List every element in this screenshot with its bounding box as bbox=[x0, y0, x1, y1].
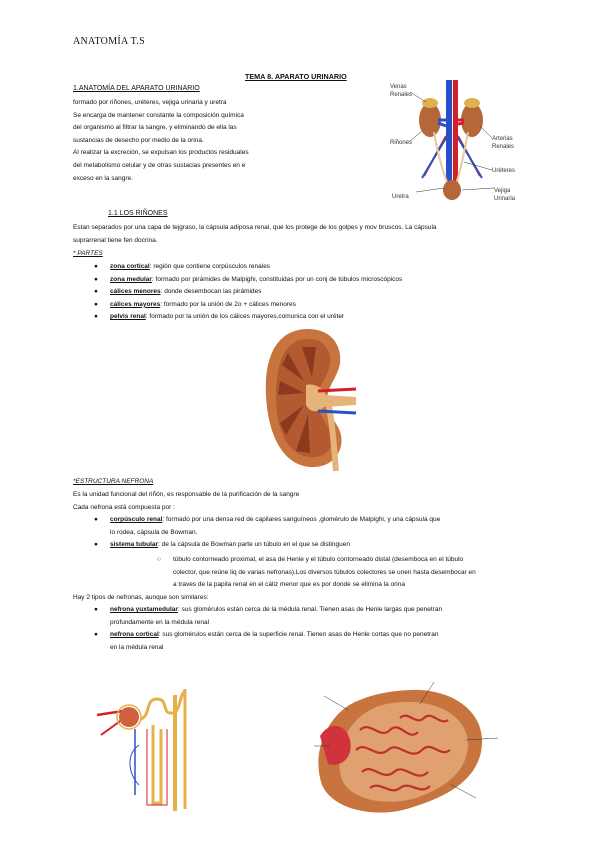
renal-vein bbox=[318, 411, 356, 413]
desc: : formado por pirámides de Malpighi, constituidas por un conj de túbulos microscópicos bbox=[151, 275, 403, 283]
nefrona-intro bbox=[73, 489, 533, 514]
renal-artery bbox=[318, 389, 356, 391]
desc: : de la cápsula de Bowman parte un túbulo en el que se distinguen bbox=[158, 541, 350, 549]
kidney-section-figure bbox=[258, 325, 358, 473]
kidney-tubules-figure bbox=[300, 680, 510, 820]
term: cálices mayores bbox=[110, 300, 161, 308]
bullet-icon: ● bbox=[94, 516, 98, 523]
list-item bbox=[94, 286, 530, 299]
nefrona-line: Es la unidad funcional del riñón, es responsable de la purificación de la sangre bbox=[73, 491, 300, 498]
desc: lo rodea, cápsula de Bowman. bbox=[110, 528, 198, 536]
desc: : formado por la unión de los cálices mayores,comunica con el uréter bbox=[145, 313, 345, 321]
section1-line: exceso en la sangre. bbox=[73, 174, 133, 182]
desc: : formado por una densa red de capilares sanguíneos ,glomérulo de Malpighi, y una cápsula que bbox=[162, 516, 441, 523]
term: nefrona cortical bbox=[110, 631, 159, 639]
term: zona medular bbox=[110, 275, 152, 283]
section1-heading: 1.ANATOMÍA DEL APARATO URINARIO bbox=[73, 85, 200, 92]
list-item bbox=[94, 299, 530, 312]
tipos-line: Hay 2 tipos de nefronas, aunque son similares: bbox=[73, 594, 209, 601]
desc: profundamente en la médula renal bbox=[110, 618, 210, 626]
label-urinaria: Urinaria bbox=[494, 196, 516, 202]
list-item bbox=[94, 539, 530, 552]
section1-line: formado por riñones, uréteres, vejiga urinaria y uretra bbox=[73, 99, 227, 106]
bullet-icon: ● bbox=[94, 300, 98, 308]
bullet-icon: ● bbox=[94, 288, 98, 296]
label-rinones: Riñones bbox=[390, 140, 413, 146]
section1-line: del organismo al filtrar la sangre, y eliminando de ella las bbox=[73, 124, 237, 132]
sub-line: túbulo contorneado proximal, el asa de Henle y el túbulo contorneado distal (desemboca en el túbulo bbox=[173, 556, 464, 563]
label-ureteres: Uréteres bbox=[492, 168, 516, 174]
term: sistema tubular bbox=[110, 541, 159, 549]
list-item bbox=[94, 514, 530, 539]
page-title: TEMA 8. APARATO URINARIO bbox=[245, 72, 347, 81]
tipos-list bbox=[94, 604, 530, 654]
list-item bbox=[94, 311, 530, 324]
desc: : donde desembocan las pirámides bbox=[160, 288, 262, 296]
bullet-icon: ● bbox=[94, 263, 98, 270]
urinary-system-figure bbox=[388, 76, 528, 206]
term: corpúsculo renal bbox=[110, 516, 163, 523]
aorta bbox=[453, 80, 458, 190]
term: pelvis renal bbox=[110, 313, 146, 321]
section1-line: del metabolismo celular y de otras sustacias presentes en e bbox=[73, 161, 246, 169]
right-kidney bbox=[461, 103, 483, 137]
section11-paragraph bbox=[73, 222, 528, 247]
sistema-tubular-sublist bbox=[157, 554, 533, 592]
glomerulus bbox=[119, 707, 139, 727]
label-arterias: Arterias bbox=[492, 136, 513, 142]
label-renales-a: Renales bbox=[492, 144, 515, 150]
desc: : región que contiene corpúsculos renales bbox=[149, 263, 271, 270]
bullet-icon: ● bbox=[94, 541, 98, 549]
left-kidney bbox=[419, 103, 441, 137]
loop-of-henle bbox=[153, 725, 161, 803]
sub-line: colector, que reúne liq de varias nefronas).Los diversos túbulos colectores se unen hasta desembocar en bbox=[173, 568, 476, 576]
nefrona-label: *ESTRUCTURA NEFRONA bbox=[73, 478, 154, 485]
vena-cava bbox=[446, 80, 452, 190]
nephron-figure bbox=[95, 685, 205, 815]
bullet-icon: ● bbox=[94, 631, 98, 639]
nefrona-line: Cada nefrona está compuesta por : bbox=[73, 503, 175, 511]
label-vejiga: Vejiga bbox=[494, 188, 511, 194]
circle-bullet-icon: ○ bbox=[157, 556, 161, 563]
bladder bbox=[443, 180, 461, 200]
desc: en la médula renal bbox=[110, 643, 164, 651]
document-header: ANATOMÍA T.S bbox=[73, 36, 145, 47]
desc: : sus glomérulos están cerca de la superficie renal. Tienen asas de Henle cortas que no penetran bbox=[158, 631, 439, 639]
bullet-icon: ● bbox=[94, 313, 98, 321]
section1-line: Se encarga de mantener constante la composición química bbox=[73, 111, 244, 119]
proximal-tubule bbox=[141, 691, 185, 719]
term: zona cortical bbox=[110, 263, 150, 270]
label-renales-v: Renales bbox=[390, 92, 413, 98]
partes-list bbox=[94, 261, 530, 324]
section11-line: Estan separados por una capa de tejgraso, la cápsula adiposa renal, que los protege de los golpes y mov bruscos. La cápsula bbox=[73, 224, 437, 231]
desc: : formado por la unión de 2o + cálices menores bbox=[160, 300, 296, 308]
bullet-icon: ● bbox=[94, 606, 98, 613]
list-item bbox=[94, 629, 530, 654]
term: nefrona yuxtamedular bbox=[110, 606, 178, 613]
left-adrenal bbox=[422, 98, 438, 108]
term: cálices menores bbox=[110, 288, 161, 296]
list-item bbox=[94, 274, 530, 287]
partes-label: * PARTES bbox=[73, 250, 103, 257]
list-item bbox=[94, 604, 530, 629]
section11-line: suprarrenal tiene fen docrina. bbox=[73, 236, 158, 244]
section1-line: sustancias de desecho por medio de la orina. bbox=[73, 136, 204, 144]
label-uretra: Uretra bbox=[392, 194, 409, 200]
nefrona-list bbox=[94, 514, 530, 552]
desc: : sus glomérulos están cerca de la médula renal. Tienen asas de Henle largas que penetran bbox=[177, 606, 443, 613]
right-adrenal bbox=[464, 98, 480, 108]
sub-line: a traves de la papila renal en el cáliz menor que es por donde se elimina la orina bbox=[173, 581, 405, 589]
list-item bbox=[94, 261, 530, 274]
bullet-icon: ● bbox=[94, 275, 98, 283]
label-venas: Venas bbox=[390, 84, 407, 90]
section1-line: Al realizar la excreción, se expulsan los productos residuales bbox=[73, 149, 249, 157]
section11-heading: 1.1 LOS RIÑONES bbox=[108, 210, 168, 217]
section1-body bbox=[73, 97, 305, 185]
